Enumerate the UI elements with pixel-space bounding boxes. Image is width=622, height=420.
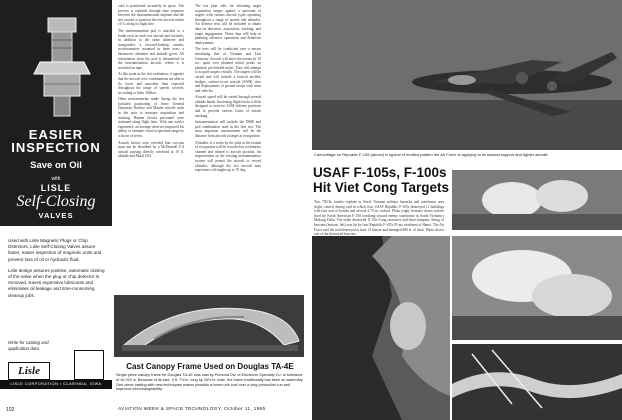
paragraph: At this point in the test evaluation, it appears that the aircraft crew combinations are able to fly lower and smoother than expected throughout the range of speeds covered, according to Adm. Walker. <box>118 72 184 95</box>
warehouse-area-photo <box>452 236 622 340</box>
ad-seal <box>74 350 104 380</box>
canopy-caption: Single-piece canopy frame for Douglas TA-4E was cast by Pomona Div. of Electronic Specialty Co. to tolerance of ±0.020 in. Because of its size, 9 ft. 7¾ in. long by 26½ in. wide, the frame traditionally has been an assembly. One-piece casting with new techniques makes possible a lower unit cost over a long production run and improves interchangeability. <box>116 373 304 392</box>
ad-subhead: Save on Oil <box>30 160 82 171</box>
canopy-frame-photo <box>114 295 304 357</box>
ad-body-paragraph: Lisle design assures positive, automatic closing of the valve when the plug or chip detector is removed. Saves expensive lubricants and eliminates oil leakage and time-consuming cleanup jobs. <box>8 267 105 298</box>
paragraph: Other measurements made during the test included positioning of Army General Dynamics Redeye and Mauler missile units in the area to measure acquisition and tracking. Human factors personnel were stationed along flight lines. With one week's experience, an average observer improved his ability to estimate visual acquisition range by a factor of seven. <box>118 97 184 139</box>
ad-brand: LISLE <box>40 183 72 193</box>
paragraph: Assault factors tests revealed that cut-outs must not be disturbed by a McDonnell F-4 aircraft passing directly overhead at 10 ft. altitude and Mach 0.82. <box>118 140 184 159</box>
ad-product-word: VALVES <box>38 211 74 220</box>
ad-product-script: Self-Closing <box>16 193 96 210</box>
running-head: AVIATION WEEK & SPACE TECHNOLOGY, October 11, 1965 <box>118 407 266 412</box>
ad-with: with <box>51 176 61 182</box>
strike-cliff-photo <box>312 236 450 420</box>
article-title: USAF F-105s, F-100s <box>313 165 447 180</box>
valve-illustration <box>26 14 98 124</box>
article-column-2 <box>195 4 261 175</box>
jet-caption: Camouflage on Republic F-105 (above) is typical of mottled pattern the Air Force is applying to its tactical support and fighter aircraft. <box>314 152 549 157</box>
article-subtitle: Hit Viet Cong Targets <box>313 180 450 195</box>
article-column-1 <box>118 4 184 161</box>
paragraph: Two 750-lb. bombs explode in North Vietnam military barracks and warehouse area (right, center) during raid in which four USAF Republic F-105s destroyed 11 buildings with four tons of bombs and several 2.75-in. rockets. Photo (right, bottom) shows rockets fired by North American F-100 streaking toward enemy warehouse in South Vietnam's Mekong Delta. The strike destroyed 11 Viet Cong structures and three sampans. String of beacons (bottom, left) was hit by four Republic F-105s 95 mi. northeast of Hanoi. The Air Force said the raid destroyed at least 12 houses and damaged 400 ft. of track. Photo shows one of the destroyed beacons. <box>314 200 444 237</box>
paragraph: craft is positioned accurately in space. The process is repeated through time sequence between the instrumentation airplane and the test aircraft to position the test aircraft within 10 ft. along its flight line. <box>118 4 184 27</box>
paragraph: The instrumentation pod is attached to a bomb rack on each test aircraft and includes, in addition to the radar altimeter and transponder, a forward-looking camera, accelerometers mounted in three axes, a barometric altimeter and attitude gyros. All information from the pod is telemetered to the instrumentation aircraft, where it is recorded on tape. <box>118 28 184 70</box>
paragraph: The test plan calls for obtaining target acquisition ranges against a spectrum of targets with various aircraft types operating throughout a range of speeds and altitudes. Air defense tests will be included to obtain data on detection, acquisition, tracking, and target engagement. These data will help in planning offensive operations and defensive deployments. <box>195 4 261 45</box>
paragraph: The tests will be conducted over a terrain simulating that of Vietnam and East Germany. Aircraft will enter the terrain by 10 sec. apart over planned initial points on planned, pre-briefed tracks. They will attempt to acquire targets visually. The targets will be varied and will include a tactical airfield, bridges, surface-to-air missile (SAM) sites and deployments of ground troops with arms and vehicles. <box>195 47 261 93</box>
ad-body-paragraph: Used with Lisle Magnetic Plugs or Chip Detectors, Lisle Self-Closing Valves assure faster, easier inspection of magnetic units and prevent loss of oil or hydraulic fluid. <box>8 238 102 262</box>
paragraph: Altitudes of a sortie by the pilot at the instant of recognition will be recorded on a telemetry channel and related to aircraft position. An improvement on the existing instrumentation system will permit the aircraft to record altitudes, although the test aircraft may experience roll angles up to 70 deg. <box>195 140 261 173</box>
barracks-explosion-photo <box>452 170 622 230</box>
ad-logo: Lisle <box>8 362 50 380</box>
ad-corp-line: LISLE CORPORATION • CLARINDA, IOWA <box>0 380 112 389</box>
ad-body <box>8 238 106 304</box>
paragraph: Aircraft speed will be varied through several altitude bands. Increasing flight tracks will be designed to exercise SAM defense positions and to provide various forms of terrain masking. <box>195 95 261 118</box>
mekong-rockets-photo <box>452 344 622 420</box>
article-body <box>314 200 444 239</box>
lisle-ad <box>0 0 112 405</box>
paragraph: Instrumentation will include the DME and pod combination used in the first test. The most important measurement will be the distance from aircraft to target at recognition. <box>195 120 261 139</box>
page-number: 102 <box>6 407 15 413</box>
ad-headline: EASIER INSPECTION <box>11 127 101 155</box>
ad-note: Write for catalog and application data. <box>8 340 49 351</box>
canopy-title: Cast Canopy Frame Used on Douglas TA-4E <box>126 362 294 371</box>
f105-jet-photo <box>312 0 622 150</box>
